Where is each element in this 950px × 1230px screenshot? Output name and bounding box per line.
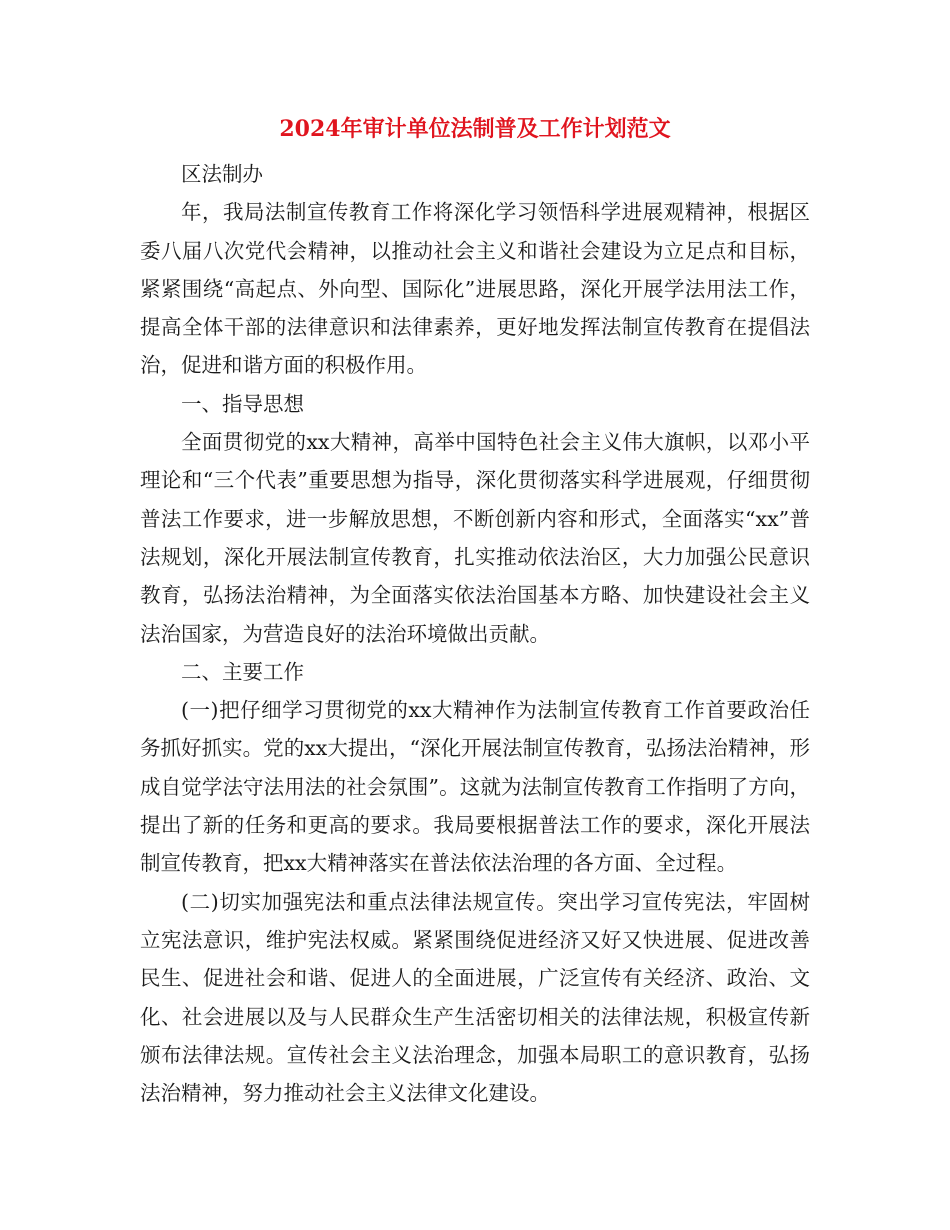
document-body xyxy=(140,155,810,1112)
section-heading-main-work: 二、主要工作 xyxy=(181,659,304,684)
author-line: 区法制办 xyxy=(181,162,263,186)
intro-paragraph: 年，我局法制宣传教育工作将深化学习领悟科学进展观精神，根据区委八届八次党代会精神，以推动社会主义和谐社会建设为立足点和目标，紧紧围绕“高起点、外向型、国际化”进展思路，深化开展学法用法工作，提高全体干部的法律意识和法律素养，更好地发挥法制宣传教育在提倡法治，促进和谐方面的积极作用。 xyxy=(140,200,810,378)
main-work-item-2: (二)切实加强宪法和重点法律法规宣传。突出学习宣传宪法，牢固树立宪法意识，维护宪法权威。紧紧围绕促进经济又好又快进展、促进改善民生、促进社会和谐、促进人的全面进展，广泛宣传有关经济、政治、文化、社会进展以及与人民群众生产生活密切相关的法律法规，积极宣传新颁布法律法规。宣传社会主义法治理念，加强本局职工的意识教育，弘扬法治精神，努力推动社会主义法律文化建设。 xyxy=(140,889,810,1106)
main-work-item-1: (一)把仔细学习贯彻党的xx大精神作为法制宣传教育工作首要政治任务抓好抓实。党的xx大提出，“深化开展法制宣传教育，弘扬法治精神，形成自觉学法守法用法的社会氛围”。这就为法制宣传教育工作指明了方向，提出了新的任务和更高的要求。我局要根据普法工作的要求，深化开展法制宣传教育，把xx大精神落实在普法依法治理的各方面、全过程。 xyxy=(140,698,810,876)
guiding-ideology-paragraph: 全面贯彻党的xx大精神，高举中国特色社会主义伟大旗帜，以邓小平理论和“三个代表”重要思想为指导，深化贯彻落实科学进展观，仔细贯彻普法工作要求，进一步解放思想，不断创新内容和形式，全面落实“xx”普法规划，深化开展法制宣传教育，扎实推动依法治区，大力加强公民意识教育，弘扬法治精神，为全面落实依法治国基本方略、加快建设社会主义法治国家，为营造良好的法治环境做出贡献。 xyxy=(140,430,810,646)
document-title: 2024年审计单位法制普及工作计划范文 xyxy=(279,116,671,142)
section-heading-guiding-ideology: 一、指导思想 xyxy=(181,391,304,416)
